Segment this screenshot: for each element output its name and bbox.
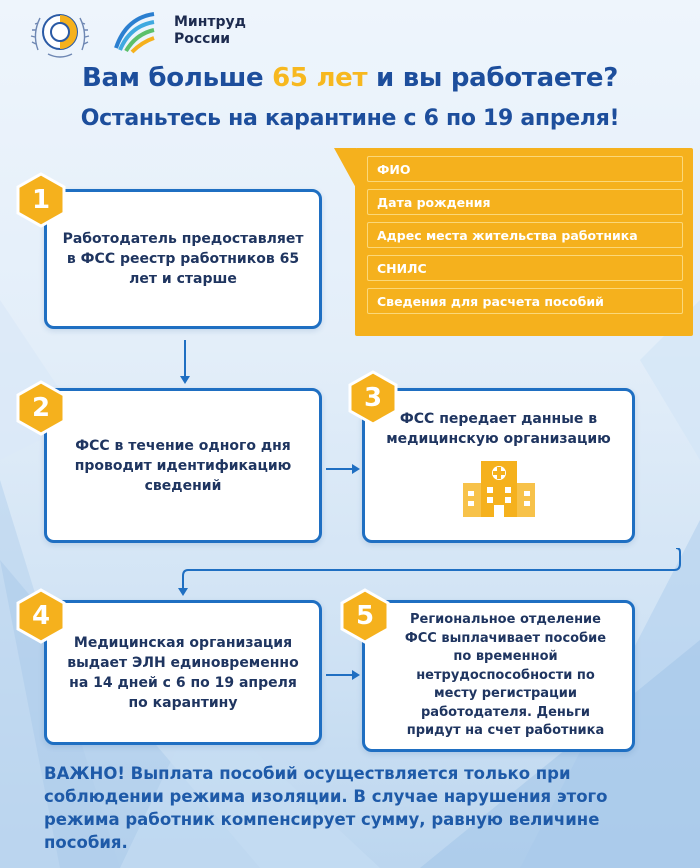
step-3-text: ФСС передает данные в медицинскую организацию bbox=[386, 411, 611, 447]
mintrud-logo-icon bbox=[112, 8, 158, 54]
brand-line2: России bbox=[174, 31, 231, 47]
important-text: Выплата пособий осуществляется только при соблюдении режима изоляции. В случае нарушения этого режима работник компенсирует сумму, равную величине пособия. bbox=[44, 764, 608, 852]
brand-name bbox=[174, 14, 246, 48]
step-1-card bbox=[44, 189, 322, 329]
panel-pointer bbox=[334, 148, 356, 188]
arrow-right-icon bbox=[326, 462, 360, 476]
registry-field: Дата рождения bbox=[367, 189, 683, 215]
brand-line1: Минтруд bbox=[174, 14, 246, 30]
step-5-text: Региональное отделение ФСС выплачивает пособие по временной нетрудоспособности по месту регистрации работодателя. Деньги придут на счет работника bbox=[404, 612, 607, 739]
step-2-card bbox=[44, 388, 322, 543]
step-3-number: 3 bbox=[363, 383, 383, 413]
step-1-text: Работодатель предоставляет в ФСС реестр работников 65 лет и старше bbox=[62, 231, 304, 287]
step-1-badge bbox=[16, 172, 66, 228]
step-5-number: 5 bbox=[355, 601, 375, 631]
step-1-number: 1 bbox=[31, 185, 51, 215]
step-2-number: 2 bbox=[31, 393, 51, 423]
arrow-right-icon bbox=[326, 668, 360, 682]
step-4-text: Медицинская организация выдает ЭЛН единовременно на 14 дней с 6 по 19 апреля по карантину bbox=[67, 634, 299, 711]
header bbox=[0, 0, 700, 60]
registry-fields-panel bbox=[355, 148, 693, 336]
title-part1: Вам больше bbox=[81, 63, 273, 93]
page-title bbox=[0, 63, 700, 93]
title-highlight: 65 лет bbox=[272, 63, 368, 93]
important-note bbox=[44, 762, 684, 854]
arrow-connector-icon bbox=[176, 548, 686, 598]
step-3-card bbox=[362, 388, 635, 543]
step-5-card bbox=[362, 600, 635, 752]
page-subtitle: Останьтесь на карантине с 6 по 19 апреля! bbox=[80, 106, 620, 131]
hospital-building-icon bbox=[459, 457, 539, 519]
step-4-card bbox=[44, 600, 322, 745]
registry-field: СНИЛС bbox=[367, 255, 683, 281]
important-keyword: ВАЖНО! bbox=[44, 764, 125, 783]
title-part2: и вы работаете? bbox=[367, 63, 619, 93]
step-5-badge bbox=[340, 588, 390, 644]
step-3-badge bbox=[348, 370, 398, 426]
arrow-down-icon bbox=[178, 340, 192, 384]
registry-field: Адрес места жительства работника bbox=[367, 222, 683, 248]
step-4-number: 4 bbox=[31, 601, 51, 631]
registry-field: ФИО bbox=[367, 156, 683, 182]
registry-field: Сведения для расчета пособий bbox=[367, 288, 683, 314]
step-2-badge bbox=[16, 380, 66, 436]
fss-emblem-icon bbox=[28, 4, 92, 60]
step-4-badge bbox=[16, 588, 66, 644]
step-2-text: ФСС в течение одного дня проводит идентификацию сведений bbox=[74, 437, 292, 494]
